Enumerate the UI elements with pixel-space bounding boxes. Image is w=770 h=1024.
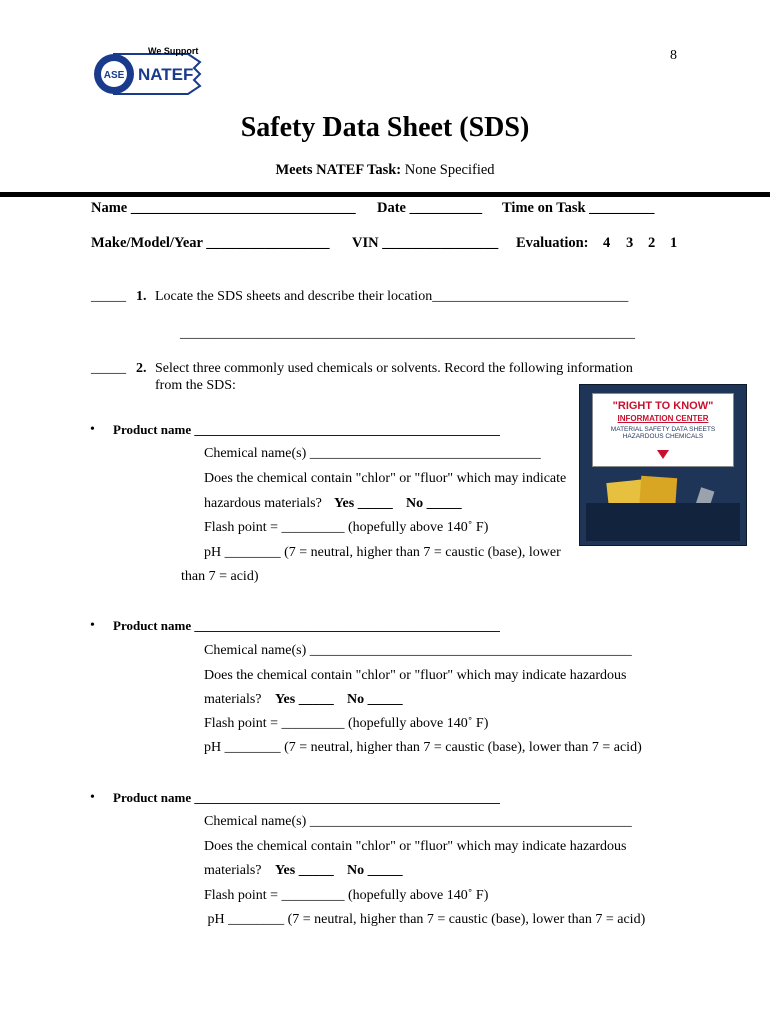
evaluation-score-2[interactable]: 2 <box>648 235 656 251</box>
product-1-bullet: • <box>90 422 95 437</box>
product-3-name-field[interactable]: Product name _______________________________________________ <box>113 790 500 805</box>
ase-seal-text: ASE <box>103 70 125 81</box>
product-3-chlor-text: Does the chemical contain "chlor" or "fluor" which may indicate hazardous <box>204 839 627 854</box>
product-1-no-field[interactable]: No _____ <box>406 496 462 511</box>
right-to-know-station-photo <box>579 384 747 546</box>
photo-arrow-icon <box>657 450 669 459</box>
product-1-chlor-text: Does the chemical contain "chlor" or "fluor" which may indicate <box>204 471 567 486</box>
product-3-hazard-text: materials? <box>204 863 262 878</box>
make-model-year-field[interactable]: Make/Model/Year _________________ <box>91 235 330 251</box>
product-2-bullet: • <box>90 618 95 633</box>
page-number: 8 <box>670 48 677 63</box>
product-1-chemical-field[interactable]: Chemical name(s) _________________________________ <box>204 446 541 461</box>
product-1-name-field[interactable]: Product name _______________________________________________ <box>113 422 500 437</box>
product-3-no-field[interactable]: No _____ <box>347 863 403 878</box>
date-field[interactable]: Date __________ <box>377 200 483 216</box>
photo-subheadline: INFORMATION CENTER <box>617 414 709 423</box>
photo-line-1: MATERIAL SAFETY DATA SHEETS <box>610 426 716 433</box>
task-label: Meets NATEF Task: <box>275 162 402 178</box>
product-2-hazard-text: materials? <box>204 692 262 707</box>
product-3-ph-field[interactable]: pH ________ (7 = neutral, higher than 7 = caustic (base), lower than 7 = acid) <box>204 912 646 927</box>
product-1-yes-field[interactable]: Yes _____ <box>334 496 393 511</box>
q1-checkoff-blank[interactable]: _____ <box>91 289 126 304</box>
q1-answer-line[interactable]: _________________________________________________________________ <box>180 326 635 341</box>
product-1-ph-continued: than 7 = acid) <box>181 569 259 584</box>
product-2-yes-field[interactable]: Yes _____ <box>275 692 334 707</box>
product-3-yes-field[interactable]: Yes _____ <box>275 863 334 878</box>
product-1-flash-field[interactable]: Flash point = _________ (hopefully above 140˚ F) <box>204 520 489 535</box>
product-2-chemical-field[interactable]: Chemical name(s) ______________________________________________ <box>204 643 632 658</box>
natef-task <box>0 162 770 179</box>
q2-text-line2: from the SDS: <box>155 378 236 393</box>
product-1-ph-field[interactable]: pH ________ (7 = neutral, higher than 7 = caustic (base), lower <box>204 545 561 560</box>
name-field[interactable]: Name _______________________________ <box>91 200 356 216</box>
product-2-name-field[interactable]: Product name _______________________________________________ <box>113 618 500 633</box>
photo-line-2: HAZARDOUS CHEMICALS <box>622 433 704 440</box>
photo-pocket <box>586 503 740 541</box>
evaluation-score-4[interactable]: 4 <box>603 235 611 251</box>
time-on-task-field[interactable]: Time on Task _________ <box>502 200 655 216</box>
product-2-no-field[interactable]: No _____ <box>347 692 403 707</box>
product-1-hazard-text: hazardous materials? <box>204 496 322 511</box>
product-2-chlor-text: Does the chemical contain "chlor" or "fluor" which may indicate hazardous <box>204 668 627 683</box>
evaluation-score-1[interactable]: 1 <box>670 235 678 251</box>
product-2-ph-field[interactable]: pH ________ (7 = neutral, higher than 7 = caustic (base), lower than 7 = acid) <box>204 740 642 755</box>
product-3-chemical-field[interactable]: Chemical name(s) ______________________________________________ <box>204 814 632 829</box>
evaluation-label: Evaluation: <box>516 235 589 251</box>
q1-number: 1. <box>136 289 147 304</box>
task-value: None Specified <box>404 162 495 178</box>
q1-text[interactable]: Locate the SDS sheets and describe their location____________________________ <box>155 289 629 304</box>
product-3-flash-field[interactable]: Flash point = _________ (hopefully above 140˚ F) <box>204 888 489 903</box>
logo-support-text: We Support <box>148 46 199 56</box>
q2-checkoff-blank[interactable]: _____ <box>91 361 126 376</box>
q2-text-line1: Select three commonly used chemicals or solvents. Record the following information <box>155 361 633 376</box>
logo-natef-text: NATEF <box>138 65 194 84</box>
photo-sign-panel <box>592 393 734 467</box>
photo-headline: "RIGHT TO KNOW" <box>612 400 714 412</box>
product-2-flash-field[interactable]: Flash point = _________ (hopefully above 140˚ F) <box>204 716 489 731</box>
photo-sign-text <box>593 426 733 440</box>
q2-number: 2. <box>136 361 147 376</box>
product-3-bullet: • <box>90 790 95 805</box>
natef-logo <box>92 44 214 110</box>
header-rule <box>0 192 770 197</box>
page-title: Safety Data Sheet (SDS) <box>240 112 530 143</box>
vin-field[interactable]: VIN ________________ <box>352 235 499 251</box>
evaluation-score-3[interactable]: 3 <box>626 235 634 251</box>
